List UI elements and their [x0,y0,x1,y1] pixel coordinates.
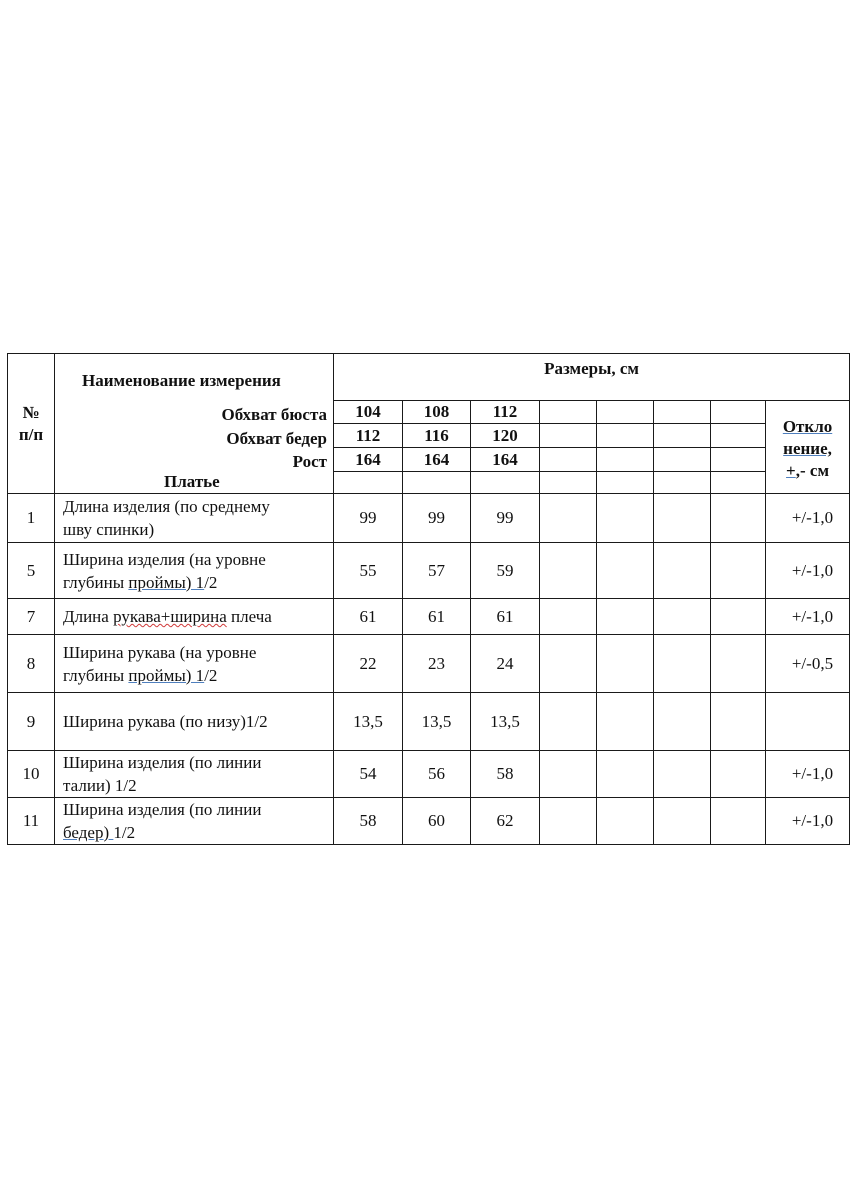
row-name-line [63,664,333,687]
empty-cell [540,472,597,494]
column-header-name [55,354,334,494]
empty-cell [540,448,597,472]
empty-cell [597,472,654,494]
row-value: 55 [334,543,403,599]
row-number: 1 [8,494,55,543]
row-value: 57 [403,543,471,599]
row-value: 61 [403,599,471,635]
row-value: 22 [334,635,403,693]
empty-cell [654,751,711,798]
param-label-bust: Обхват бюста [221,405,327,424]
empty-cell [597,448,654,472]
empty-cell [711,543,766,599]
row-number: 10 [8,751,55,798]
sizes-header: Размеры, см [334,354,850,401]
empty-cell [540,798,597,845]
empty-cell [540,599,597,635]
empty-cell [540,751,597,798]
empty-cell [711,448,766,472]
row-deviation: +/-1,0 [766,543,850,599]
row-measurement-name [55,798,334,845]
empty-cell [403,472,471,494]
size-bust-1: 104 [334,401,403,424]
empty-cell [654,472,711,494]
size-bust-3: 112 [471,401,540,424]
empty-cell [597,635,654,693]
empty-cell [711,635,766,693]
row-value: 54 [334,751,403,798]
row-value: 13,5 [403,693,471,751]
row-number: 9 [8,693,55,751]
row-value: 23 [403,635,471,693]
row-deviation: +/-0,5 [766,635,850,693]
row-value: 60 [403,798,471,845]
deviation-line-3 [766,460,849,482]
product-label: Платье [164,472,220,491]
empty-cell [711,751,766,798]
row-name-part: плеча [226,607,272,626]
size-hips-3: 120 [471,424,540,448]
number-abbr: п/п [18,424,44,444]
row-deviation [766,693,850,751]
row-deviation: +/-1,0 [766,751,850,798]
row-name-part: 1/2 [113,823,136,842]
row-name-line: Ширина изделия (по линии [63,753,262,772]
row-deviation: +/-1,0 [766,798,850,845]
measurement-name-title: Наименование измерения [82,371,281,390]
column-header-number [8,354,55,494]
row-value: 61 [334,599,403,635]
row-number: 8 [8,635,55,693]
size-height-2: 164 [403,448,471,472]
number-symbol: № [22,402,40,422]
row-deviation: +/-1,0 [766,494,850,543]
row-measurement-name [55,751,334,798]
measurement-table [7,353,850,845]
empty-cell [540,693,597,751]
size-height-3: 164 [471,448,540,472]
deviation-line-2: нение, [783,439,832,458]
empty-cell [654,693,711,751]
table-row [8,635,850,693]
table-row [8,543,850,599]
table-row [8,494,850,543]
empty-cell [540,424,597,448]
empty-cell [540,635,597,693]
empty-cell [540,543,597,599]
empty-cell [597,693,654,751]
empty-cell [654,599,711,635]
row-name-line: Длина изделия (по среднему [63,497,270,516]
row-name-line [63,821,333,844]
empty-cell [711,424,766,448]
size-hips-1: 112 [334,424,403,448]
empty-cell [711,693,766,751]
row-deviation: +/-1,0 [766,599,850,635]
empty-cell [471,472,540,494]
row-value: 58 [471,751,540,798]
row-number: 7 [8,599,55,635]
row-name-part: глубины [63,572,129,592]
row-name-part: /2 [204,572,218,592]
row-measurement-name [55,599,334,635]
empty-cell [597,424,654,448]
empty-cell [540,494,597,543]
empty-cell [597,798,654,845]
row-measurement-name: Ширина рукава (по низу)1/2 [55,693,334,751]
empty-cell [597,543,654,599]
row-value: 13,5 [334,693,403,751]
row-measurement-name [55,635,334,693]
param-label-height: Рост [292,452,327,471]
row-name-line: шву спинки) [63,520,155,539]
empty-cell [654,424,711,448]
table-row [8,798,850,845]
empty-cell [597,494,654,543]
row-value: 61 [471,599,540,635]
row-number: 5 [8,543,55,599]
empty-cell [711,494,766,543]
size-hips-2: 116 [403,424,471,448]
row-value: 58 [334,798,403,845]
row-name-line: Ширина изделия (по линии [63,800,262,819]
empty-cell [654,448,711,472]
row-name-part: бедер) [63,823,114,842]
empty-cell [597,599,654,635]
empty-cell [597,401,654,424]
table-row [8,751,850,798]
deviation-unit: ,- см [795,461,830,480]
row-value: 62 [471,798,540,845]
param-label-hips: Обхват бедер [226,429,327,448]
table-row [8,693,850,751]
size-bust-2: 108 [403,401,471,424]
row-name-line: Ширина рукава (на уровне [63,642,257,662]
empty-cell [334,472,403,494]
empty-cell [711,599,766,635]
empty-cell [597,751,654,798]
row-value: 56 [403,751,471,798]
row-name-part: глубины [63,665,129,685]
row-name-part: Длина [63,607,114,626]
empty-cell [654,635,711,693]
measurement-table-container [7,353,834,844]
row-number: 11 [8,798,55,845]
size-height-1: 164 [334,448,403,472]
empty-cell [654,494,711,543]
empty-cell [654,401,711,424]
empty-cell [540,401,597,424]
row-value: 13,5 [471,693,540,751]
row-name-part: /2 [204,665,218,685]
row-name-part: проймы) 1 [128,572,205,592]
row-measurement-name [55,543,334,599]
deviation-plus: + [786,461,796,480]
empty-cell [711,472,766,494]
row-name-part: проймы) 1 [128,665,205,685]
row-value: 59 [471,543,540,599]
row-value: 99 [403,494,471,543]
row-name-part: рукава+ширина [113,607,227,626]
row-name-line: Ширина изделия (на уровне [63,549,266,569]
row-value: 99 [334,494,403,543]
row-value: 24 [471,635,540,693]
row-measurement-name [55,494,334,543]
empty-cell [654,543,711,599]
empty-cell [711,401,766,424]
deviation-line-1: Откло [782,417,833,436]
empty-cell [711,798,766,845]
column-header-deviation [766,401,850,494]
row-name-line [63,571,333,594]
row-value: 99 [471,494,540,543]
table-row [8,599,850,635]
row-name-line: талии) 1/2 [63,776,137,795]
empty-cell [654,798,711,845]
